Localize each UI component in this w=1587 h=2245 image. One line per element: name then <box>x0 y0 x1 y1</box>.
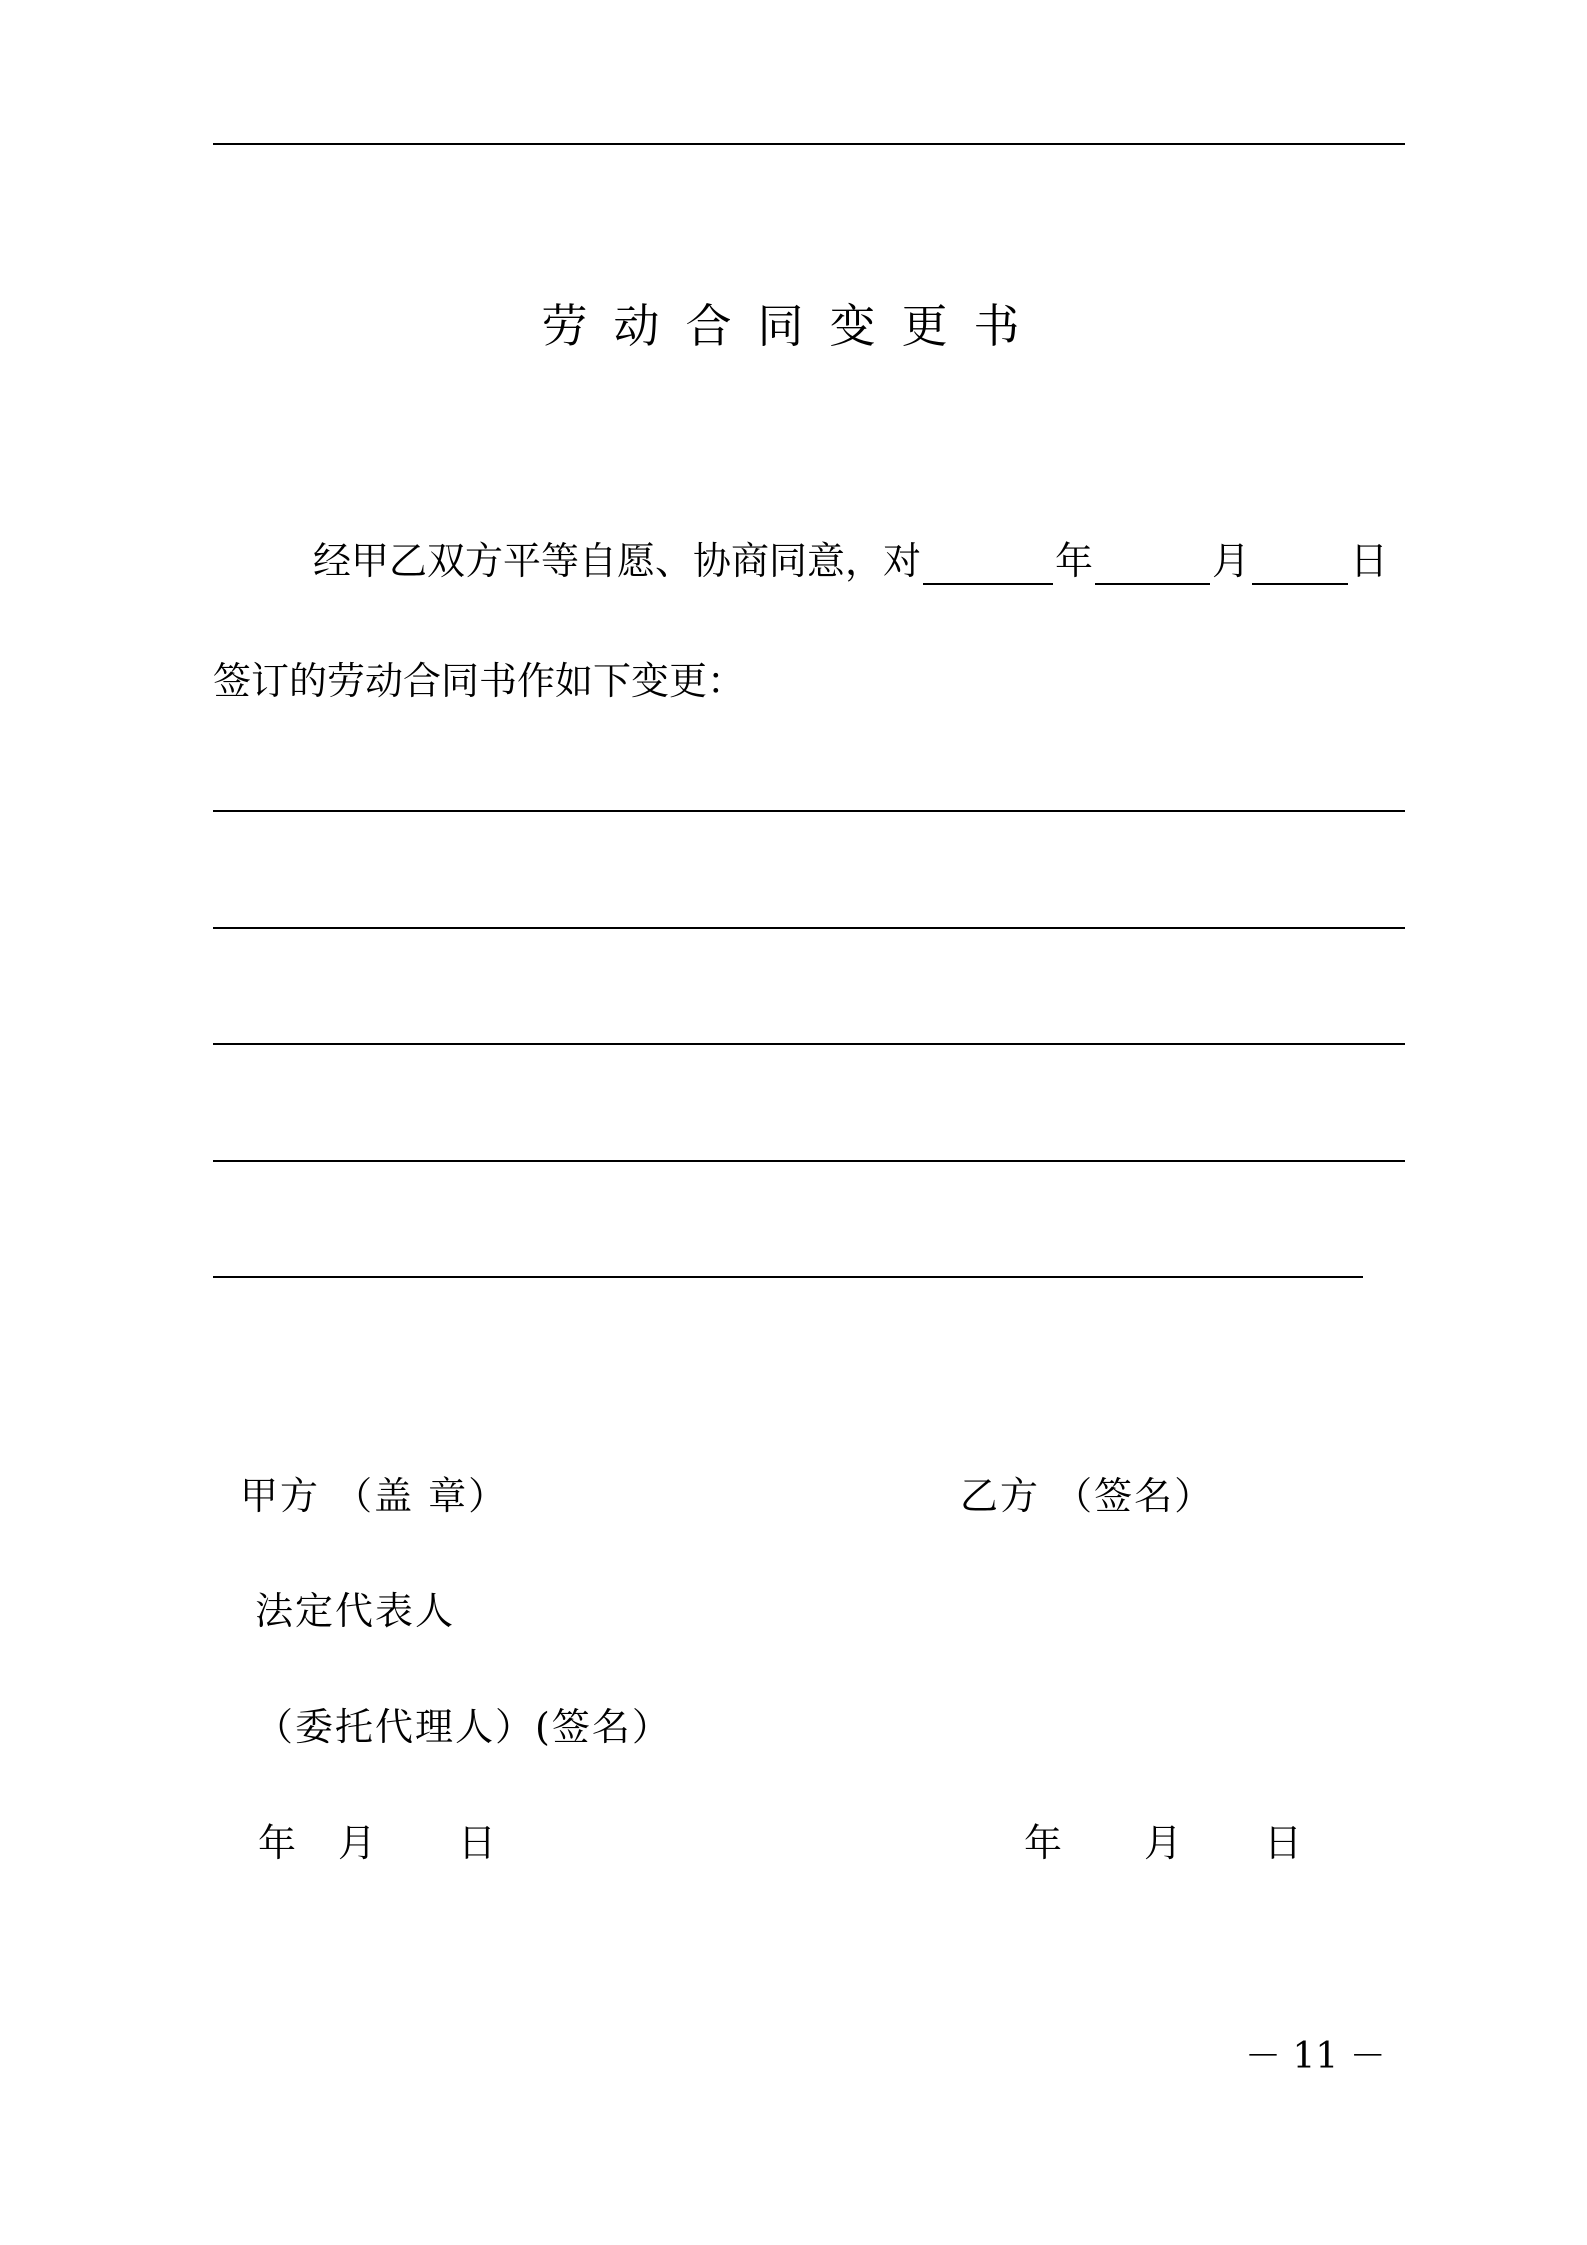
party-a-label: 甲方 （盖 章） <box>240 1474 509 1518</box>
change-line[interactable] <box>213 1276 1363 1278</box>
change-line[interactable] <box>213 1160 1405 1162</box>
change-line[interactable] <box>213 810 1405 812</box>
agent-label: （委托代理人）(签名） <box>255 1705 672 1749</box>
intro-line <box>313 530 1388 585</box>
year-blank[interactable] <box>923 545 1053 585</box>
document-title: 劳动合同变更书 <box>541 299 1046 353</box>
year-label: 年 <box>1055 539 1094 583</box>
page-number: － 11 － <box>1245 2036 1386 2077</box>
day-blank[interactable] <box>1252 545 1348 585</box>
month-blank[interactable] <box>1095 545 1210 585</box>
header-rule <box>213 143 1405 145</box>
month-label: 月 <box>1212 539 1251 583</box>
legal-rep-label: 法定代表人 <box>255 1589 456 1633</box>
party-a-date: 年 月 日 <box>258 1821 499 1865</box>
party-b-label: 乙方 （签名） <box>960 1474 1215 1518</box>
intro-prefix: 经甲乙双方平等自愿、协商同意，对 <box>313 539 922 583</box>
change-line[interactable] <box>213 927 1405 929</box>
day-label: 日 <box>1350 539 1389 583</box>
change-line[interactable] <box>213 1043 1405 1045</box>
intro-continuation: 签订的劳动合同书作如下变更： <box>213 659 746 703</box>
party-b-date: 年 月 日 <box>1024 1821 1305 1865</box>
